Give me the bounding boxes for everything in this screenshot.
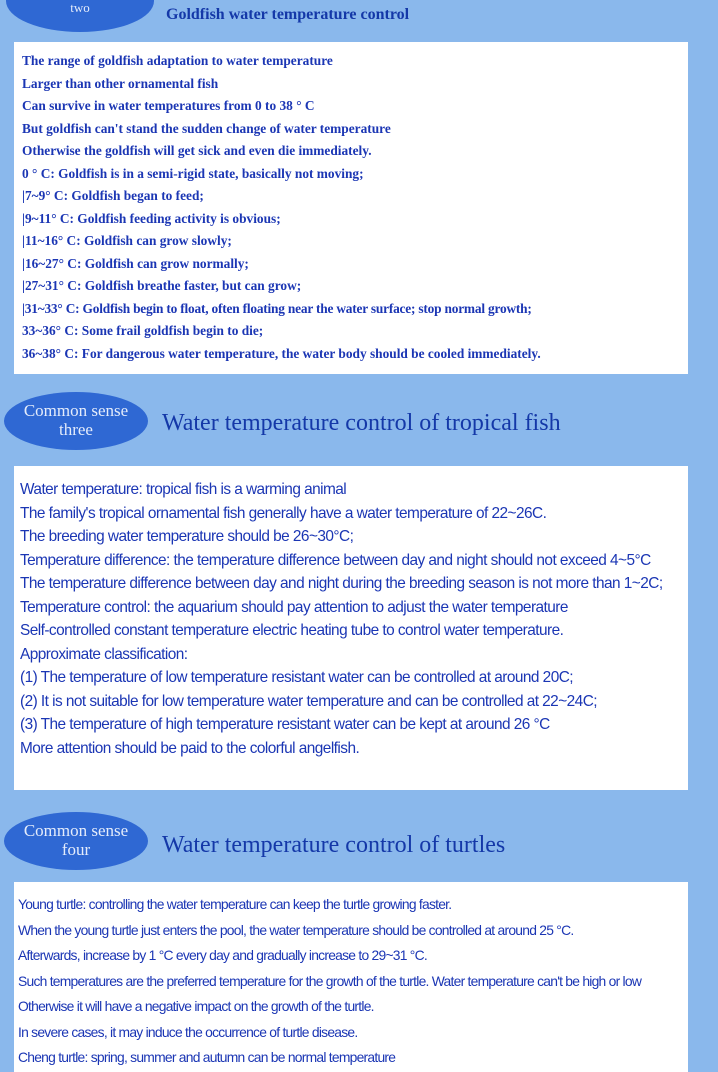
text-line: Self-controlled constant temperature electric heating tube to control water temperature. [20, 622, 564, 639]
section-title: Water temperature control of tropical fish [162, 410, 561, 436]
text-line: Afterwards, increase by 1 °C every day and gradually increase to 29~31 °C. [18, 947, 427, 963]
badge-line-2: two [70, 0, 90, 15]
text-line: Temperature control: the aquarium should pay attention to adjust the water temperature [20, 598, 568, 616]
text-line: More attention should be paid to the colorful angelfish. [20, 739, 360, 757]
common-sense-three-badge [4, 392, 148, 450]
text-line: 0 ° C: Goldfish is in a semi-rigid state, basically not moving; [22, 165, 364, 181]
text-line: (1) The temperature of low temperature resistant water can be controlled at around 20C; [20, 669, 574, 686]
text-line: The range of goldfish adaptation to water temperature [22, 53, 333, 68]
text-line: But goldfish can't stand the sudden change of water temperature [22, 120, 391, 136]
badge-line-2: three [59, 420, 93, 439]
text-line: Can survive in water temperatures from 0 to 38 ° C [22, 98, 315, 113]
text-line: 36~38° C: For dangerous water temperature, the water body should be cooled immediately. [22, 345, 541, 361]
text-panel [14, 882, 688, 1072]
text-line: (2) It is not suitable for low temperature water temperature and can be controlled at 22~24C; [20, 692, 597, 710]
text-line: Water temperature: tropical fish is a warming animal [20, 481, 347, 498]
badge-line-1: Common sense [23, 821, 129, 841]
badge-line-2: four [61, 840, 91, 859]
text-line: |31~33° C: Goldfish begin to float, often floating near the water surface; stop normal growth; [22, 300, 532, 316]
text-panel [14, 466, 688, 790]
text-line: Young turtle: controlling the water temperature can keep the turtle growing faster. [18, 896, 452, 912]
text-line: Approximate classification: [20, 645, 188, 663]
text-line: In severe cases, it may induce the occurrence of turtle disease. [18, 1023, 358, 1040]
text-line: |9~11° C: Goldfish feeding activity is obvious; [22, 210, 281, 226]
text-line: (3) The temperature of high temperature resistant water can be kept at around 26 °C [20, 716, 550, 733]
text-line: When the young turtle just enters the pool, the water temperature should be controlled at around 25 °C. [18, 921, 574, 938]
text-line: Larger than other ornamental fish [22, 75, 219, 91]
text-line: |16~27° C: Goldfish can grow normally; [22, 255, 249, 271]
text-line: The family's tropical ornamental fish generally have a water temperature of 22~26C. [20, 504, 547, 522]
text-line: 33~36° C: Some frail goldfish begin to die; [22, 323, 264, 338]
text-line: |11~16° C: Goldfish can grow slowly; [22, 233, 232, 248]
text-line: Otherwise it will have a negative impact on the growth of the turtle. [18, 998, 374, 1014]
common-sense-four-badge [4, 812, 148, 870]
text-line: The breeding water temperature should be 26~30°C; [20, 528, 354, 545]
text-line: |27~31° C: Goldfish breathe faster, but can grow; [22, 278, 302, 293]
text-line: The temperature difference between day and night during the breeding season is not more than 1~2C; [20, 575, 663, 592]
text-line: Otherwise the goldfish will get sick and even die immediately. [22, 143, 372, 158]
section-title: Goldfish water temperature control [166, 6, 410, 23]
text-line: Such temperatures are the preferred temperature for the growth of the turtle. Water temperature can't be high or low [18, 972, 642, 989]
badge-line-1: Common sense [23, 401, 129, 421]
common-sense-two-badge [6, 0, 154, 32]
text-line: Temperature difference: the temperature difference between day and night should not exceed 4~5°C [20, 551, 651, 569]
section-title: Water temperature control of turtles [162, 832, 506, 858]
text-line: |7~9° C: Goldfish began to feed; [22, 188, 204, 203]
text-panel [14, 42, 688, 374]
text-line: Cheng turtle: spring, summer and autumn can be normal temperature [18, 1049, 396, 1065]
